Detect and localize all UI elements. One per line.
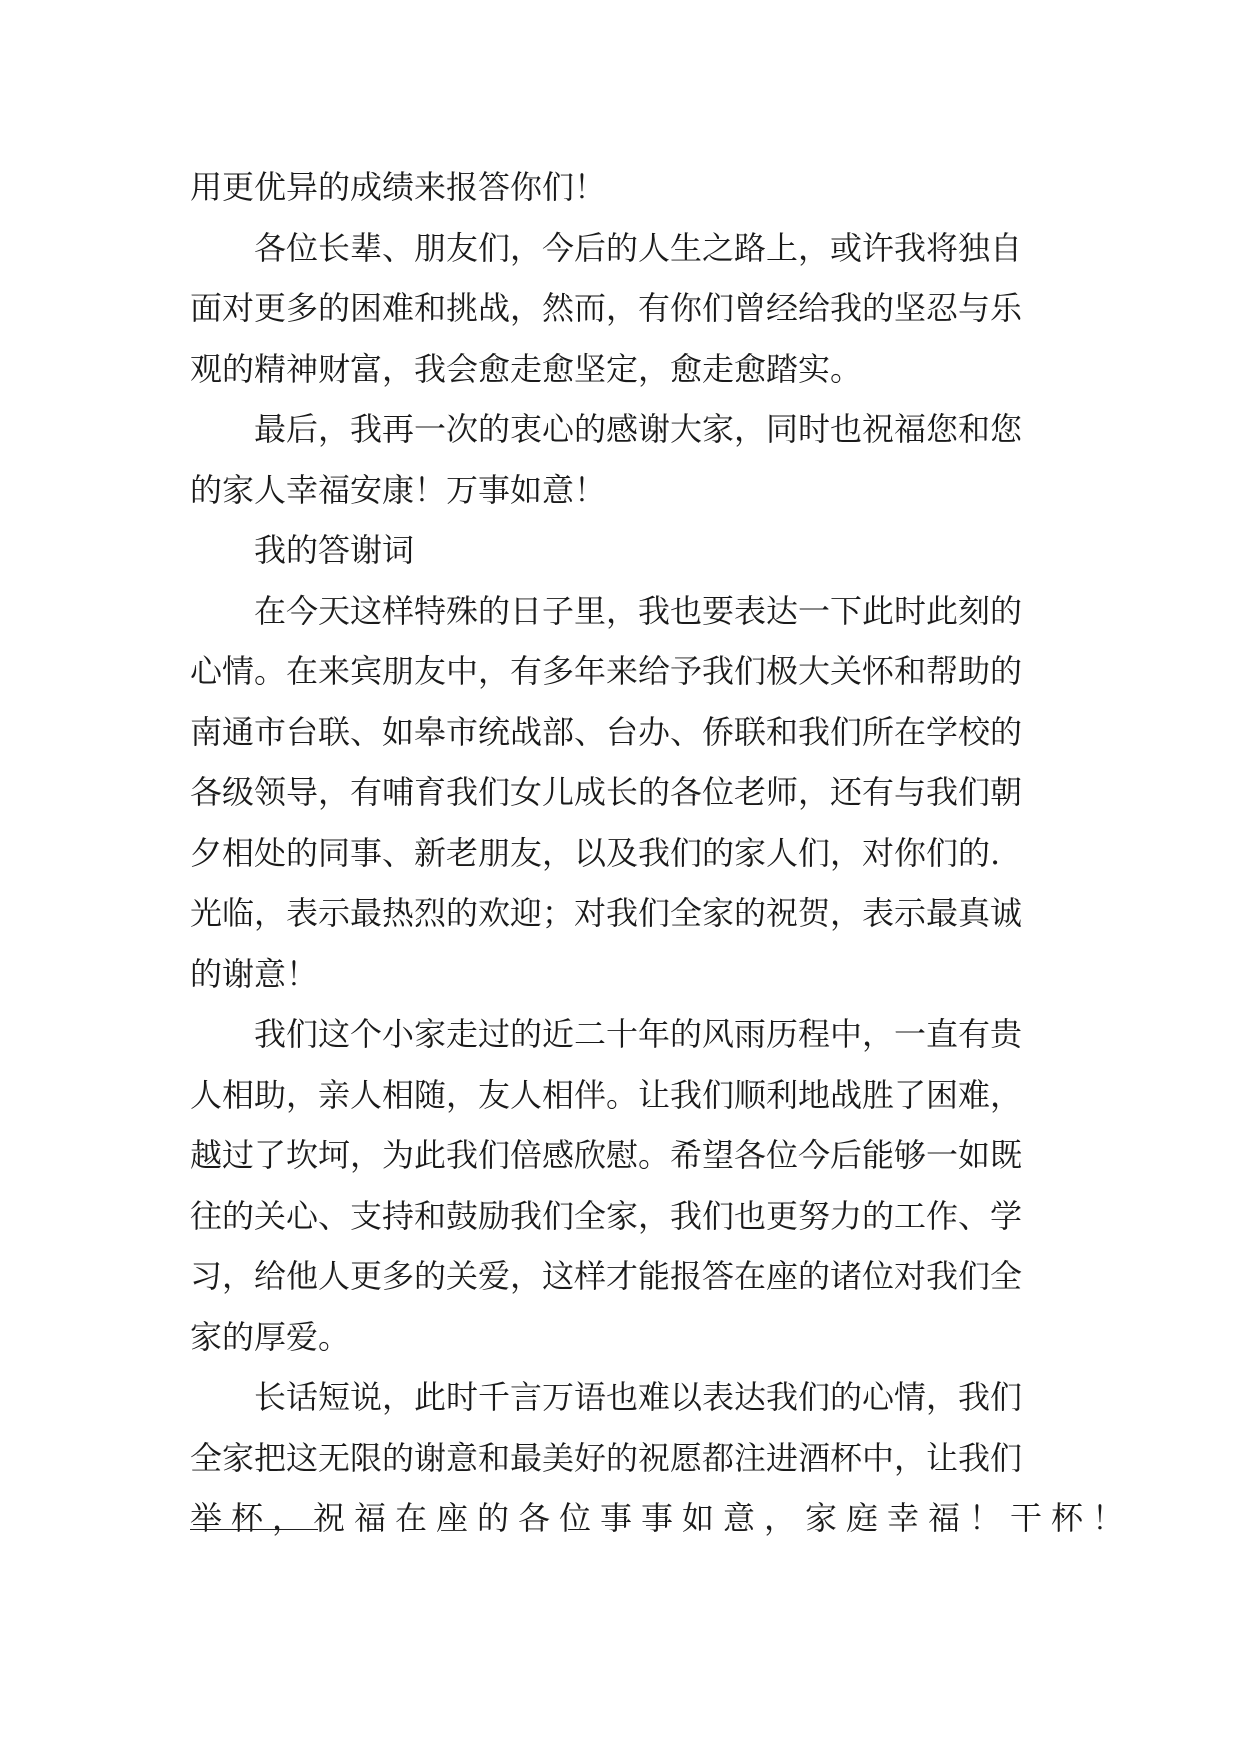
text-line: 往的关心、支持和鼓励我们全家，我们也更努力的工作、学 xyxy=(190,1196,1023,1235)
text-line: 全家把这无限的谢意和最美好的祝愿都注进酒杯中，让我们 xyxy=(190,1438,1023,1477)
text-line: 的谢意！ xyxy=(190,954,319,993)
text-line: 家的厚爱。 xyxy=(190,1317,351,1356)
horizontal-rule xyxy=(190,1529,318,1530)
text-line: 南通市台联、如皋市统战部、台办、侨联和我们所在学校的 xyxy=(190,712,1023,751)
text-line: 各级领导，有哺育我们女儿成长的各位老师，还有与我们朝 xyxy=(190,773,1023,811)
paragraph-first-line: 最后，我再一次的衷心的感谢大家，同时也祝福您和您 xyxy=(254,410,1023,448)
text-line: 越过了坎坷，为此我们倍感欣慰。希望各位今后能够一如既 xyxy=(190,1136,1023,1174)
text-line: 光临，表示最热烈的欢迎；对我们全家的祝贺，表示最真诚 xyxy=(190,894,1023,932)
text-line: 心情。在来宾朋友中，有多年来给予我们极大关怀和帮助的 xyxy=(190,652,1023,690)
document-body xyxy=(190,157,1134,1549)
text-line: 习，给他人更多的关爱，这样才能报答在座的诸位对我们全 xyxy=(190,1257,1023,1295)
text-line: 夕相处的同事、新老朋友，以及我们的家人们，对你们的. xyxy=(190,833,1001,872)
paragraph-first-line: 在今天这样特殊的日子里，我也要表达一下此时此刻的 xyxy=(254,591,1023,630)
text-line: 人相助，亲人相随，友人相伴。让我们顺利地战胜了困难， xyxy=(190,1075,1023,1114)
paragraph-first-line: 长话短说，此时千言万语也难以表达我们的心情，我们 xyxy=(254,1378,1023,1416)
text-line: 的家人幸福安康！万事如意！ xyxy=(190,470,607,509)
text-line: 面对更多的困难和挑战，然而，有你们曾经给我的坚忍与乐 xyxy=(190,289,1023,327)
text-line: 用更优异的成绩来报答你们！ xyxy=(190,168,607,206)
paragraph-first-line: 各位长辈、朋友们，今后的人生之路上，或许我将独自 xyxy=(254,228,1023,267)
text-line: 举杯，祝福在座的各位事事如意，家庭幸福！干杯！ xyxy=(190,1499,1134,1537)
paragraph-first-line: 我们这个小家走过的近二十年的风雨历程中，一直有贵 xyxy=(254,1015,1023,1053)
section-heading: 我的答谢词 xyxy=(254,531,415,569)
text-line: 观的精神财富，我会愈走愈坚定，愈走愈踏实。 xyxy=(190,349,863,388)
